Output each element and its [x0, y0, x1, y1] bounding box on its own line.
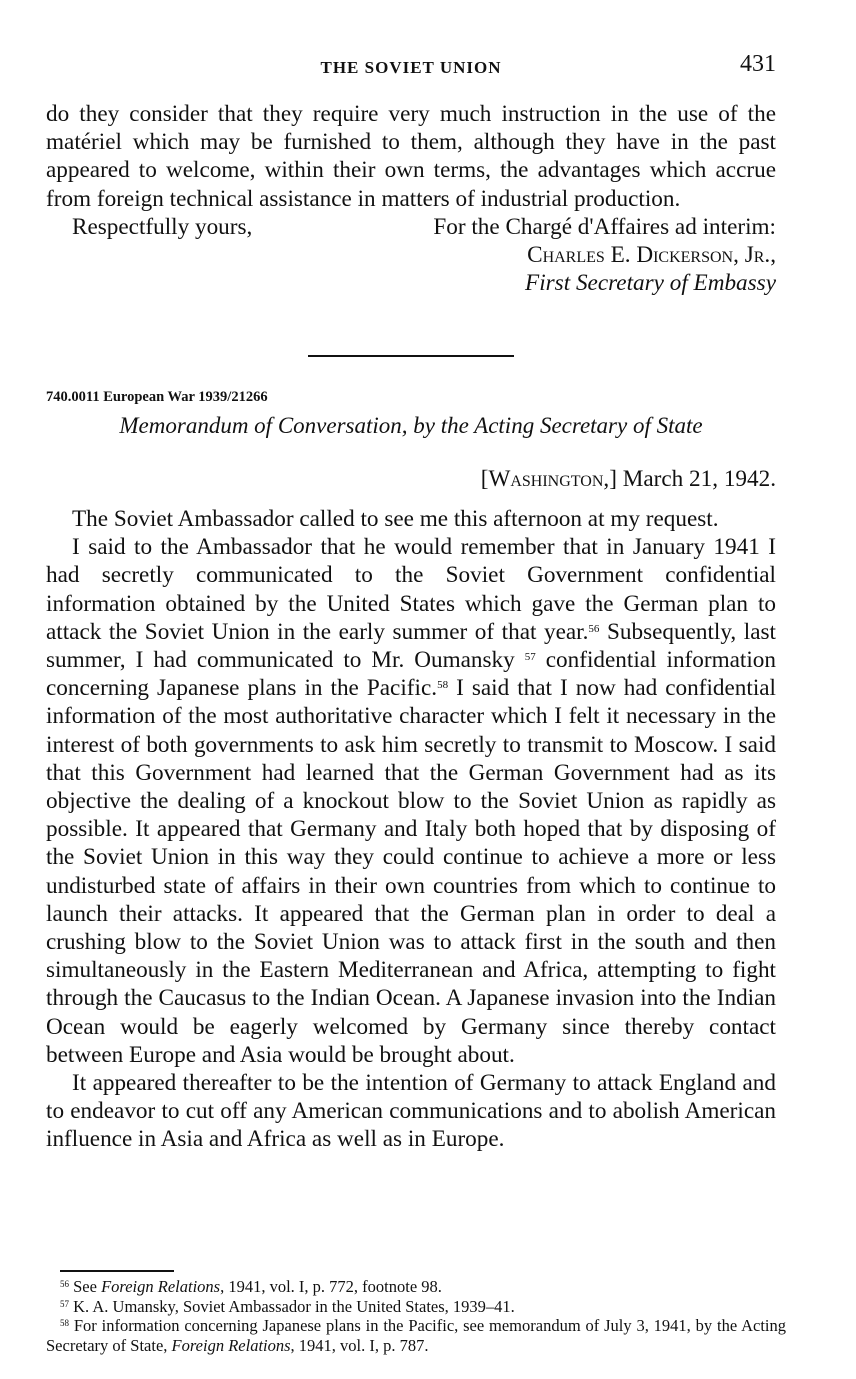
paragraph-2	[46, 533, 776, 1069]
paragraph-2-part-d: I said that I now had confidential information of the most authoritative character which I felt it necessary in the interest of both governments to ask him secretly to transmit to Moscow. I said that this Government had learned that the German Government had as its objective the dealing of a knockout blow to the Soviet Union as rapidly as possible. It appeared that Germany and Italy both hoped that by disposing of the Soviet Union in this way they could continue to achieve a more or less undisturbed state of affairs in their own countries from which to continue to launch their attacks. It appeared that the German plan in order to deal a crushing blow to the Soviet Union was to attack first in the south and then simultaneously in the Eastern Mediterranean and Africa, attempting to fight through the Caucasus to the Indian Ocean. A Japanese invasion into the Indian Ocean would be eagerly welcomed by Germany since thereby contact between Europe and Asia would be brought about.	[46, 675, 776, 1068]
footnote-ref-57: 57	[524, 651, 536, 664]
footnote-56-number: 56	[60, 1279, 69, 1289]
footnote-58-source: Foreign Relations	[171, 1335, 291, 1355]
footnote-57-text: K. A. Umansky, Soviet Ambassador in the United States, 1939–41.	[69, 1296, 515, 1316]
signature-row	[46, 213, 776, 241]
footnote-56-source: Foreign Relations	[101, 1277, 221, 1296]
letter-ending	[46, 100, 776, 297]
memorandum-body	[46, 505, 776, 1154]
footnote-58-number: 58	[60, 1318, 69, 1328]
footnote-58	[46, 1316, 786, 1355]
footnote-58-citation: , 1941, vol. I, p. 787.	[290, 1335, 429, 1355]
complimentary-close: Respectfully yours,	[72, 213, 253, 240]
footnote-57	[46, 1297, 786, 1317]
footnote-56	[46, 1277, 786, 1297]
signer-title: First Secretary of Embassy	[525, 270, 776, 297]
footnote-58-text: For information concerning Japanese plans in the Pacific, see memorandum of July 3, 1941, by the Acting Secretary of State,	[46, 1316, 786, 1355]
footnote-56-text: See	[69, 1277, 102, 1296]
paragraph-2-part-c: confidential information concerning Japanese plans in the Pacific.	[46, 647, 776, 702]
file-number: 740.0011 European War 1939/21266	[46, 389, 268, 405]
footnote-divider	[60, 1270, 174, 1272]
running-head	[46, 51, 776, 82]
footnote-ref-58: 58	[437, 679, 449, 692]
signature-intro: For the Chargé d'Affaires ad interim:	[433, 213, 776, 240]
dateline-place: Washington,	[488, 466, 610, 492]
paragraph-1: The Soviet Ambassador called to see me this afternoon at my request.	[72, 506, 719, 532]
paragraph-2-part-b: Subsequently, last summer, I had communicated to Mr. Oumansky	[46, 618, 776, 674]
section-divider	[308, 355, 514, 357]
running-title: THE SOVIET UNION	[320, 58, 502, 77]
page-number: 431	[740, 51, 776, 77]
paragraph-2-part-a: I said to the Ambassador that he would remember that in January 1941 I had secretly communicated to the Soviet Government confidential information obtained by the United States which gave the German plan to attack the Soviet Union in the early summer of that year.	[46, 534, 776, 645]
signer-name: Charles E. Dickerson, Jr.,	[527, 241, 776, 268]
footnote-56-citation: , 1941, vol. I, p. 772, footnote 98.	[220, 1277, 442, 1296]
footnotes	[46, 1277, 786, 1355]
footnote-57-number: 57	[60, 1298, 69, 1309]
dateline: [Washington,] March 21, 1942.	[480, 466, 776, 492]
footnote-ref-56: 56	[588, 622, 600, 635]
letter-closing-paragraph: do they consider that they require very much instruction in the use of the matériel which may be furnished to them, although they have in the past appeared to welcome, within their own terms, the advantages which accrue from foreign technical assistance in matters of industrial production.	[46, 101, 776, 212]
dateline-date: March 21, 1942.	[622, 466, 776, 492]
paragraph-3: It appeared thereafter to be the intention of Germany to attack England and to endeavor to cut off any American communications and to abolish American influence in Asia and Africa as well as in Europe.	[46, 1070, 776, 1153]
memorandum-title: Memorandum of Conversation, by the Acting Secretary of State	[119, 413, 703, 438]
